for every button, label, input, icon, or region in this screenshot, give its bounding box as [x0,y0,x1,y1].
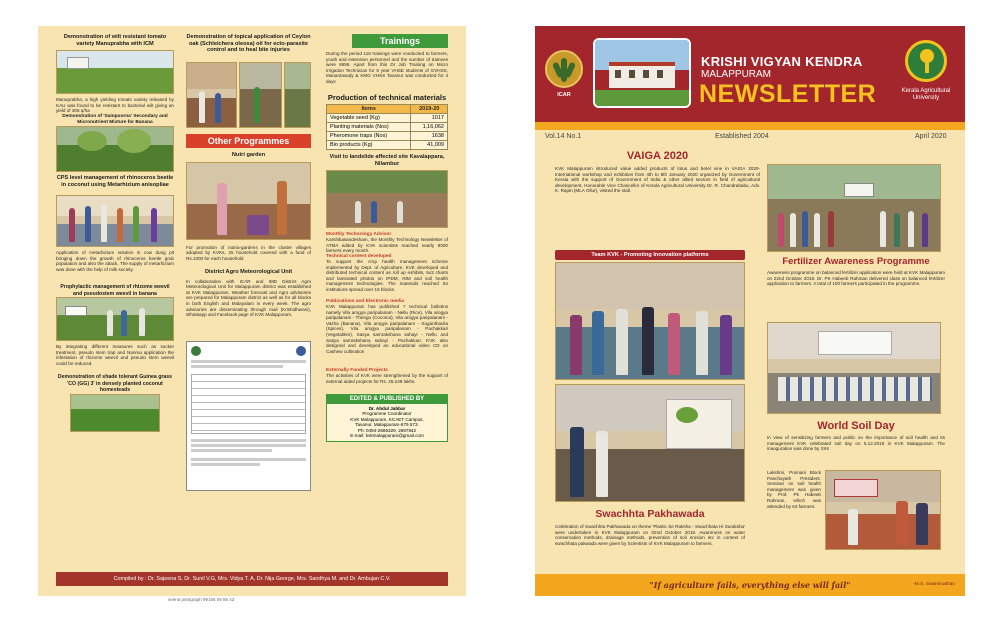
fertilizer-body: Awareness programme on balanced fertilizer application were held at KVK Malappuram on 22nd October 2019. Dr. PK Habeeb Rahman delivered class on balanced fertilizer application to farmers. A total of 100 farmers participated in the programme. [767,270,945,287]
compiled-by-bar: Compiled by : Dr. Sajeena S, Dr. Sunil V.G, Mrs. Vidya T. A, Dr. Nija George, Mrs. Sandhya M. and Dr. Ambujan C.V. [56,572,448,586]
exhibition-photo-1 [555,262,745,380]
swachhta-body: Celebration of Swachhta Pakhawada on theme 'Plastic Se Raksha - Swachhata Hi Suraksha' were undertaken in KVK Malappuram on 02nd October 2019. Awareness on water conservation methods, drainage methods, prevention of soil erosion etc in context of swachhata pakwada were given by Scientists of KVK Malappuram to farmers. [555,524,745,546]
guinea-title: Demonstration of shade tolerant Guinea grass 'CO (GG) 3' in densely planted coconut homesteads [57,374,173,394]
landslide-title: Visit to landslide affected site Kavalappara, Nilambur [329,154,445,167]
other-programmes-banner: Other Programmes [186,134,311,148]
editor-email: E-mail: kvkmalappuram@gmail.com [350,433,424,439]
table-row [327,123,448,132]
wilt-title: Demonstration of wilt resistant tomato variety Manuprabha with ICM [63,34,167,47]
vaiga-section [555,150,760,214]
metarhizium-photo [56,195,174,247]
vaiga-body: KVK Malappuram introduced value added products of lotus and betel vine in VAIGA 2020- International workshop and exhibition from 4th to 8th January 2020 organized by Government of Kerala with the support of Government of India & other allied sectors in field of agricultural development. Honorable Vice Chancellor of Kerala Agricultural University Dr. R. Chandrababu, Adv. K. Rajan (MLA Ollur), visited the stall. [555,166,760,194]
editor-address-2: Tavanur, Malappuram-679 573. [355,422,419,428]
edited-by-title: EDITED & PUBLISHED BY [327,395,447,404]
kvk-building-photo [593,38,691,108]
production-value: 1,16,062 [411,123,448,132]
soil-day-title: World Soil Day [817,420,895,432]
exhibition-photo-2 [555,384,745,502]
editor-name: Dr. Abdul Jabbar [368,406,406,411]
production-value: 1017 [411,114,448,123]
issue-date: April 2020 [915,133,947,140]
technical-title: Technical content developed [326,254,392,259]
swachhta-title: Swachhta Pakhawada [595,508,705,520]
production-header-row [327,105,448,114]
vaiga-title: VAIGA 2020 [626,150,689,162]
quote-bar [535,574,965,596]
production-value: 1638 [411,132,448,141]
newsletter-title: NEWSLETTER [699,80,877,108]
ceylon-photo-2 [239,62,282,128]
wilt-body: Manuprabha, a high yielding tomato variety released by KAU was found to be resistant to bacterial wilt giving an yield of 305 q/ha [56,97,174,114]
fertilizer-title: Fertilizer Awareness Programme [782,256,930,267]
production-header-item: Items [327,105,411,114]
nutri-garden-photo [186,162,311,240]
left-column-3 [326,34,448,442]
advisor-title: Monthly Technology Advisor [326,232,392,237]
icar-label: ICAR [557,92,571,98]
projects-title: Externally Funded Projects [326,368,388,373]
fertilizer-class-photo [767,322,941,414]
kau-name: Kerala Agricultural University [901,88,951,101]
printer-credit: seena printgraph 99155 09 86 43 [168,597,235,602]
production-item: Planting materials (Nos) [327,123,411,132]
production-table [326,104,448,150]
production-item: Bio products (Kg) [327,141,411,150]
kvk-name: KRISHI VIGYAN KENDRA [701,54,863,69]
kau-logo [905,40,947,82]
agromet-body: In collaboration with ICAR and IMD District Agro Meteorological Unit for Malappuram district was established at KVK Malappuram. Weather forecast and Agro advisories are prepared for Malappuram district as well as for all blocks in both English and Malayalam in every week. The agro advisories are disseminating through mail (Krishidhwani), Whatsapp and Facebook page of KVK Malappuram. [186,278,311,318]
production-header-year: 2019-20 [411,105,448,114]
nutri-body: For promotion of nutria-gardens in the cluster villages adopted by KVKs, 25 household covered with a fund of Rs.1000 for each household [186,244,311,261]
publications-title: Publications and Electronic media [326,299,405,304]
production-value: 41,009 [411,141,448,150]
masthead [535,26,965,122]
ceylon-photo-3 [284,62,311,128]
issue-info-bar [535,130,965,144]
production-item: Vegetable seed (Kg) [327,114,411,123]
sampoorna-title: Demonstration of 'Sampoorna' Secondary and Micronutrient Mixture for Banana [62,114,168,125]
ceylon-photo-1 [186,62,237,128]
projects-body: The activities of KVK were strengthened by the support of external aided projects for Rs. 25.249 lakhs. [326,373,448,384]
quote-author: -M.S. Swaminathan [913,582,955,587]
soil-day-photo [825,470,941,550]
weevil-body: By integrating different measures such as sucker treatment, pseudo stem trap and Nanma application the infestation of rhizome weevil and pseudo stem weevil could be reduced. [56,344,174,366]
production-item: Pheromone traps (Nos) [327,132,411,141]
trainings-body: During the period 118 trainings were conducted to farmers, youth and extension personnel and the number of trainees were 8659. Apart from this Dr Job Training on Micro Irrigation Technician for 8 year VHSE students of GVHSS, Manantavady & KMG VHSS Tavanur was conducted for 4 days [326,51,448,84]
banana-photo [56,126,174,172]
guinea-photo [70,394,160,432]
left-column-2 [186,34,311,491]
metarhizium-body: Application of metarhizium solution in cow dung pit bringing down the growth of rhinoceros beetle grub population and also the attack. The supply of metarhizium was done with the help of milk society. [56,250,174,272]
weevil-photo [56,297,174,341]
table-row [327,141,448,150]
right-page [535,26,965,596]
editor-phone: Ph: 0494-2686329, 2687842 [357,427,417,433]
masthead-accent-bar [535,122,965,130]
swachhta-section [555,508,745,568]
kvk-location: MALAPPURAM [701,69,772,80]
left-page [38,26,466,596]
soil-day-section [767,420,945,459]
cps-title: CPS level management of rhinoceros beetle in coconut using Metarhizium anisopliae [56,175,174,188]
volume-number: Vol.14 No.1 [545,133,582,140]
established-year: Established 2004 [715,133,769,140]
advisory-bulletin-image [186,341,311,491]
table-row [327,132,448,141]
agromet-title: District Agro Meteorological Unit [204,268,293,275]
edited-by-box [326,394,448,442]
team-kvk-banner: Team KVK - Promoting Innovation platforms [555,250,745,260]
editor-address-1: KVK Malappuram, KCAET Campus, [350,416,424,422]
ceylon-title: Demonstration of topical application of Ceylon oak (Schleichera oleosa) oil for ecto-parasite control and to heal bite injuries [186,34,311,54]
table-row [327,114,448,123]
icar-logo [545,50,583,88]
advisor-body: Karshikasandesham, the Monthly Technology Newsletter of ATMA edited by KVK scientists reached nearly 8000 farmers every month. [326,237,448,254]
soil-day-body-side: Lakshmi, Ponnani Block Panchayath President. Seminar on soil health management was given by Prof. Pk Habeeb Rahman, which was attended by 63 farmers. [767,470,821,509]
editor-role: Programme Coordinator [362,411,412,417]
quote-text: "If agriculture fails, everything else will fail" [649,580,851,590]
soil-day-body: In view of sensitizing farmers and public on the importance of soil health and its management KVK celebrated soil day on 5.12.2019 in KVK Malappuram. The inauguration was done by Smt [767,435,945,452]
nutri-title: Nutri garden [231,152,266,158]
landslide-photo [326,170,448,228]
technical-body: To support the crop health management scheme implemented by Dept. of Agriculture, KVK developed and distributed technical content as roll up exhibits, 5x3 charts and laminated photos on IPDM, INM and soil health management technologies. The materials reached 54 institutions spread over 16 blocks. [326,259,448,292]
trainings-banner: Trainings [352,34,448,48]
publications-body: KVK Malappuram has published 7 technical bulletins namely Vila arogya paripalanam - Nellu (Rice), Vila arogya paripalanam - Thengu (Coconut), Vila arogya paripalanam - Vazha (Banana), Vila arogya paripalanam - Suganthavila (Spices), Vila arogya paripalanam - Pachakkari (Vegetables), Sasya samrakshana sahayi - Nellu and Sasya samrakshana sahayi - Pachakkari. KVK also designed and developed an educational video CD on Cashew cultivation [326,304,448,354]
production-title: Production of technical materials [327,93,447,102]
ceylon-photos [186,62,311,128]
tomato-field-photo [56,50,174,94]
fertilizer-photo-group [767,164,941,252]
left-column-1 [56,34,174,432]
fertilizer-section [767,256,945,300]
weevil-title: Prophylactic management of rhizome weevil and pseudostem weevil in banana [60,284,170,297]
